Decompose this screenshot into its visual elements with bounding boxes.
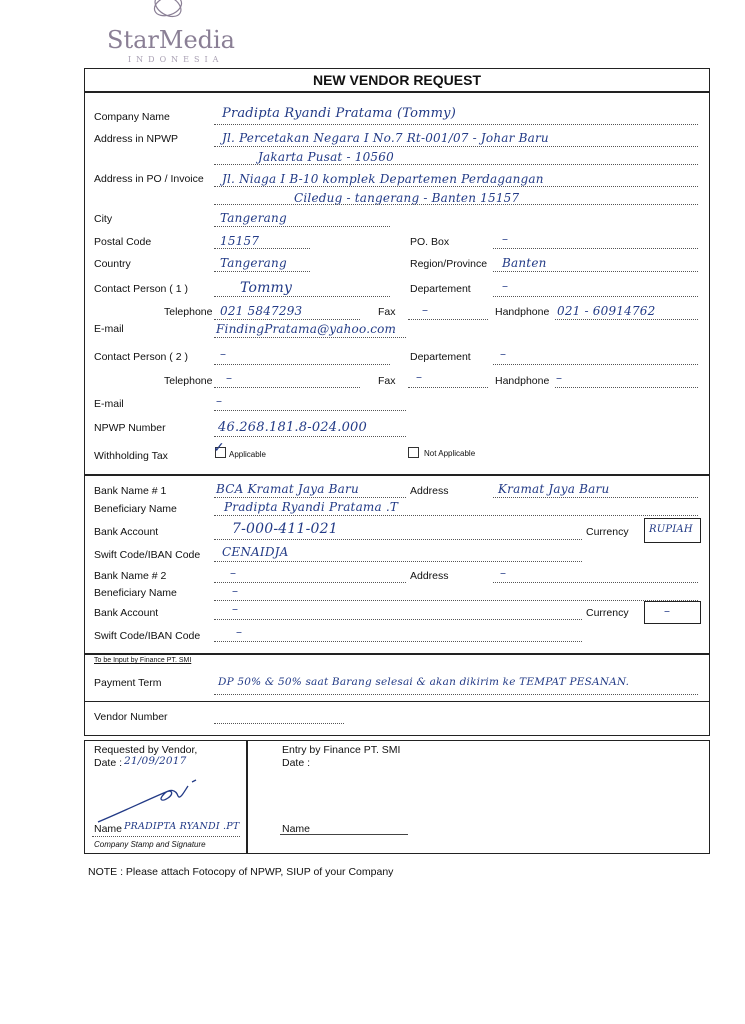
request-date-label: Date : <box>94 757 123 769</box>
currency2-value: – <box>664 604 671 618</box>
currency2-label: Currency <box>586 607 629 619</box>
bank-account1-line <box>214 539 582 540</box>
logo-text: StarMedia <box>107 26 235 54</box>
bank-account1-label: Bank Account <box>94 526 159 538</box>
withholding-tax-label: Withholding Tax <box>94 450 168 462</box>
address-npwp-line1: Jl. Percetakan Negara I No.7 Rt-001/07 - Johar Baru <box>222 131 549 145</box>
npwp-number-line <box>214 436 406 437</box>
beneficiary2-label: Beneficiary Name <box>94 587 177 599</box>
beneficiary1-line <box>214 515 698 516</box>
city-label: City <box>94 213 113 225</box>
bank1-label: Bank Name # 1 <box>94 485 167 497</box>
telephone1-label: Telephone <box>164 306 213 318</box>
region-line <box>493 271 698 272</box>
telephone2-label: Telephone <box>164 375 213 387</box>
currency1-label: Currency <box>586 526 629 538</box>
payment-term-label: Payment Term <box>94 677 162 689</box>
email1-value: FindingPratama@yahoo.com <box>216 322 397 336</box>
fax2-label: Fax <box>378 375 396 387</box>
departement1-value: – <box>502 279 509 293</box>
bank-section-divider <box>84 474 710 476</box>
telephone1-line <box>214 319 360 320</box>
bank1-line <box>214 497 406 498</box>
postal-code-label: Postal Code <box>94 236 152 248</box>
payment-term-value: DP 50% & 50% saat Barang selesai & akan dikirim ke TEMPAT PESANAN. <box>218 676 630 688</box>
bank2-line <box>214 582 406 583</box>
fax2-value: – <box>416 370 423 384</box>
fax1-value: – <box>422 303 429 317</box>
handphone2-label: Handphone <box>495 375 550 387</box>
company-name-line <box>214 124 698 125</box>
address-po-line1: Jl. Niaga I B-10 komplek Departemen Perdagangan <box>222 172 544 186</box>
applicable-check-mark-icon: ✓ <box>213 440 225 456</box>
vendor-number-line <box>214 723 344 724</box>
departement2-label: Departement <box>410 351 471 363</box>
swift1-value: CENAIDJA <box>222 545 289 559</box>
bank2-address-value: – <box>500 566 507 580</box>
handphone2-line <box>555 387 698 388</box>
city-value: Tangerang <box>220 211 287 225</box>
po-box-line <box>493 248 698 249</box>
swift2-label: Swift Code/IBAN Code <box>94 630 201 642</box>
beneficiary1-label: Beneficiary Name <box>94 503 177 515</box>
bank-account2-label: Bank Account <box>94 607 159 619</box>
country-line <box>214 271 310 272</box>
entry-name-line <box>280 834 408 835</box>
bank-account2-line <box>214 619 582 620</box>
address-npwp-line2: Jakarta Pusat - 10560 <box>258 150 394 164</box>
region-value: Banten <box>502 256 547 270</box>
applicable-label: Applicable <box>229 450 266 459</box>
bank1-address-value: Kramat Jaya Baru <box>498 482 610 496</box>
po-box-value: – <box>502 232 509 246</box>
swift2-value: – <box>236 625 243 639</box>
contact1-label: Contact Person ( 1 ) <box>94 283 188 295</box>
address-po-label: Address in PO / Invoice <box>94 173 204 185</box>
fax1-line <box>408 319 488 320</box>
swift1-label: Swift Code/IBAN Code <box>94 549 201 561</box>
bank-account2-value: – <box>232 602 239 616</box>
contact1-line <box>214 296 390 297</box>
bank1-address-line <box>493 497 698 498</box>
address-po-line2: Ciledug - tangerang - Banten 15157 <box>294 191 520 205</box>
finance-section-divider <box>84 653 710 655</box>
departement2-line <box>493 364 698 365</box>
request-name-value: PRADIPTA RYANDI .PT <box>124 821 240 832</box>
contact2-label: Contact Person ( 2 ) <box>94 351 188 363</box>
company-name-value: Pradipta Ryandi Pratama (Tommy) <box>222 106 456 121</box>
contact1-value: Tommy <box>240 280 293 296</box>
npwp-number-value: 46.268.181.8-024.000 <box>218 420 367 435</box>
bank2-label: Bank Name # 2 <box>94 570 167 582</box>
beneficiary2-value: – <box>232 584 239 598</box>
entry-name-label: Name <box>282 823 311 835</box>
address-npwp-rule2 <box>214 164 698 165</box>
email1-label: E-mail <box>94 323 124 335</box>
address-po-rule2 <box>214 204 698 205</box>
entry-date-label: Date : <box>282 757 311 769</box>
request-name-line <box>92 836 240 837</box>
request-date-value: 21/09/2017 <box>124 755 187 767</box>
country-value: Tangerang <box>220 256 287 270</box>
email2-label: E-mail <box>94 398 124 410</box>
fax2-line <box>408 387 488 388</box>
beneficiary1-value: Pradipta Ryandi Pratama .T <box>224 500 399 514</box>
contact2-value: – <box>220 347 227 361</box>
po-box-label: PO. Box <box>410 236 450 248</box>
departement1-label: Departement <box>410 283 471 295</box>
npwp-number-label: NPWP Number <box>94 422 166 434</box>
departement1-line <box>493 296 698 297</box>
bank2-address-line <box>493 582 698 583</box>
bank2-value: – <box>230 566 237 580</box>
logo-subtext: INDONESIA <box>128 55 224 64</box>
entry-by-label: Entry by Finance PT. SMI <box>282 744 401 756</box>
bank-account1-value: 7-000-411-021 <box>232 521 338 537</box>
form-title: NEW VENDOR REQUEST <box>312 72 481 88</box>
not-applicable-checkbox[interactable] <box>408 447 419 458</box>
signature-divider <box>246 740 248 853</box>
address-npwp-label: Address in NPWP <box>94 133 179 145</box>
email2-line <box>214 410 406 411</box>
finance-note-label: To be Input by Finance PT. SMI <box>94 657 192 664</box>
fax1-label: Fax <box>378 306 396 318</box>
company-name-label: Company Name <box>94 111 170 123</box>
not-applicable-label: Not Applicable <box>424 449 476 458</box>
bank1-address-label: Address <box>410 485 449 497</box>
telephone1-value: 021 5847293 <box>220 304 303 318</box>
email2-value: – <box>216 394 223 408</box>
request-name-label: Name <box>94 823 123 835</box>
address-npwp-rule1 <box>214 146 698 147</box>
telephone2-line <box>214 387 360 388</box>
postal-code-line <box>214 248 310 249</box>
handphone1-label: Handphone <box>495 306 550 318</box>
country-label: Country <box>94 258 131 270</box>
requested-by-label: Requested by Vendor, <box>94 744 198 756</box>
beneficiary2-line <box>214 600 698 601</box>
handphone1-line <box>555 319 698 320</box>
note-text: NOTE : Please attach Fotocopy of NPWP, SIUP of your Company <box>88 866 394 878</box>
payment-term-line <box>214 694 698 695</box>
currency1-value: RUPIAH <box>649 524 693 535</box>
bank1-value: BCA Kramat Jaya Baru <box>216 482 359 496</box>
region-label: Region/Province <box>410 258 488 270</box>
bank2-address-label: Address <box>410 570 449 582</box>
payment-term-divider <box>84 701 710 702</box>
handphone2-value: – <box>556 371 563 385</box>
vendor-number-label: Vendor Number <box>94 711 168 723</box>
contact2-line <box>214 364 390 365</box>
swift2-line <box>214 641 582 642</box>
logo-star-icon <box>148 0 188 26</box>
city-line <box>214 226 390 227</box>
company-stamp-label: Company Stamp and Signature <box>94 840 206 849</box>
address-po-rule1 <box>214 186 698 187</box>
currency2-box <box>644 601 701 624</box>
handphone1-value: 021 - 60914762 <box>557 304 656 318</box>
title-divider <box>84 91 710 93</box>
swift1-line <box>214 561 582 562</box>
email1-line <box>214 337 406 338</box>
postal-code-value: 15157 <box>220 234 260 248</box>
telephone2-value: – <box>226 371 233 385</box>
departement2-value: – <box>500 347 507 361</box>
